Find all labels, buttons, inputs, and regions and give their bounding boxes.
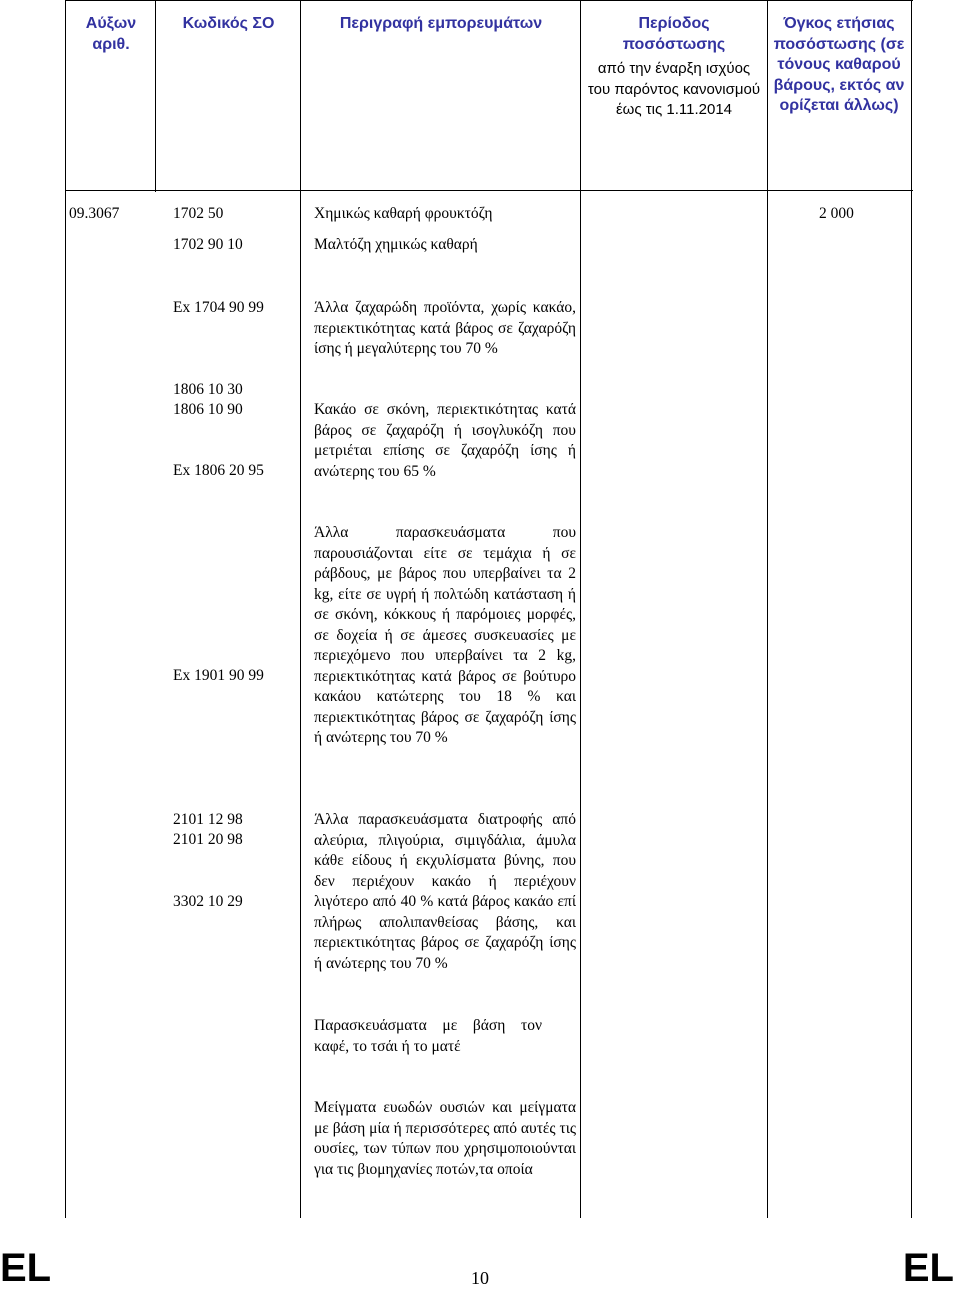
- header-quota-period: [587, 14, 761, 121]
- product-description: Άλλα ζαχαρώδη προϊόντα, χωρίς κακάο, περιεκτικότητας κατά βάρος σε ζαχαρόζη ίσης ή μεγαλύτερης του 70 %: [314, 299, 576, 357]
- cn-code: 1702 50: [173, 205, 224, 222]
- cn-code: 2101 12 98: [173, 811, 243, 828]
- header-order-number: Αύξων αριθ.: [85, 15, 137, 53]
- header-quota-period-title: Περίοδος ποσόστωσης: [622, 15, 726, 53]
- cn-code: 3302 10 29: [173, 893, 243, 910]
- quota-table: [65, 0, 913, 1218]
- page-number: 10: [471, 1268, 489, 1288]
- cn-code: 1702 90 10: [173, 236, 243, 253]
- order-number: 09.3067: [69, 205, 120, 222]
- product-description: Άλλα παρασκευάσματα που παρουσιάζονται είτε σε τεμάχια ή σε ράβδους, με βάρος που υπερβαίνει τα 2 kg, είτε σε υγρή ή πολτώδη κατάσταση ή σε σκόνη, κόκκους ή παρόμοιες μορφές, σε δοχεία ή σε άμεσες συσκευασίες με περιεχόμενο που υπερβαίνει τα 2 kg, περιεκτικότητας κατά βάρος σε βούτυρο κακάου κατώτερης του 18 % και περιεκτικότητας βάρος σε ζαχαρόζη ίσης ή ανώτερης του 70 %: [314, 524, 576, 746]
- cn-code: 1806 10 90: [173, 401, 243, 418]
- column-divider: [767, 0, 768, 1218]
- cn-code: Ex 1901 90 99: [173, 667, 264, 684]
- table-border-right: [911, 0, 912, 1218]
- product-description: Άλλα παρασκευάσματα διατροφής από αλεύρια, πλιγούρια, σιμιγδάλια, άμυλα κάθε είδους ή εκχυλίσματα βύνης, που δεν περιέχουν κακάο ή περιέχουν λιγότερο από 40 % κατά βάρος κακάο επί πλήρως απολιπανθείσας βάσης, και περιεκτικότητας βάρος σε ζαχαρόζη ίσης ή ανώτερης του 70 %: [314, 811, 576, 972]
- product-description: Παρασκευάσματα με βάση τον καφέ, το τσάι ή το ματέ: [314, 1017, 542, 1055]
- column-divider: [300, 0, 301, 1218]
- header-quota-period-range: από την έναρξη ισχύος του παρόντος κανονισμού έως τις 1.11.2014: [587, 60, 761, 118]
- header-divider: [65, 190, 913, 191]
- header-cn-code: Κωδικός ΣΟ: [182, 15, 275, 32]
- product-description: Μείγματα ευωδών ουσιών και μείγματα με βάση μία ή περισσότερες από αυτές τις ουσίες, των τύπων που χρησιμοποιούνται για τις βιομηχανίες ποτών,τα οποία: [314, 1099, 576, 1178]
- annual-quota-volume: 2 000: [819, 205, 854, 222]
- table-border-left: [65, 0, 66, 1218]
- cn-code: Ex 1806 20 95: [173, 462, 264, 479]
- column-divider: [155, 0, 156, 192]
- cn-code: Ex 1704 90 99: [173, 299, 264, 316]
- product-description: Χημικώς καθαρή φρουκτόζη: [314, 205, 493, 222]
- language-code-left: EL: [0, 1246, 52, 1290]
- product-description: Μαλτόζη χημικώς καθαρή: [314, 236, 478, 253]
- language-code-right: EL: [902, 1246, 954, 1290]
- cn-code: 2101 20 98: [173, 831, 243, 848]
- product-description: Κακάο σε σκόνη, περιεκτικότητας κατά βάρος σε ζαχαρόζη ή ισογλυκόζη που μετριέται επίσης σε ζαχαρόζη ίσης ή ανώτερης του 65 %: [314, 401, 576, 480]
- column-divider: [580, 0, 581, 1218]
- header-annual-volume: Όγκος ετήσιας ποσόστωσης (σε τόνους καθαρού βάρους, εκτός αν ορίζεται άλλως): [773, 15, 905, 114]
- cn-code: 1806 10 30: [173, 381, 243, 398]
- table-border-top: [65, 0, 913, 1]
- header-description: Περιγραφή εμπορευμάτων: [339, 15, 543, 32]
